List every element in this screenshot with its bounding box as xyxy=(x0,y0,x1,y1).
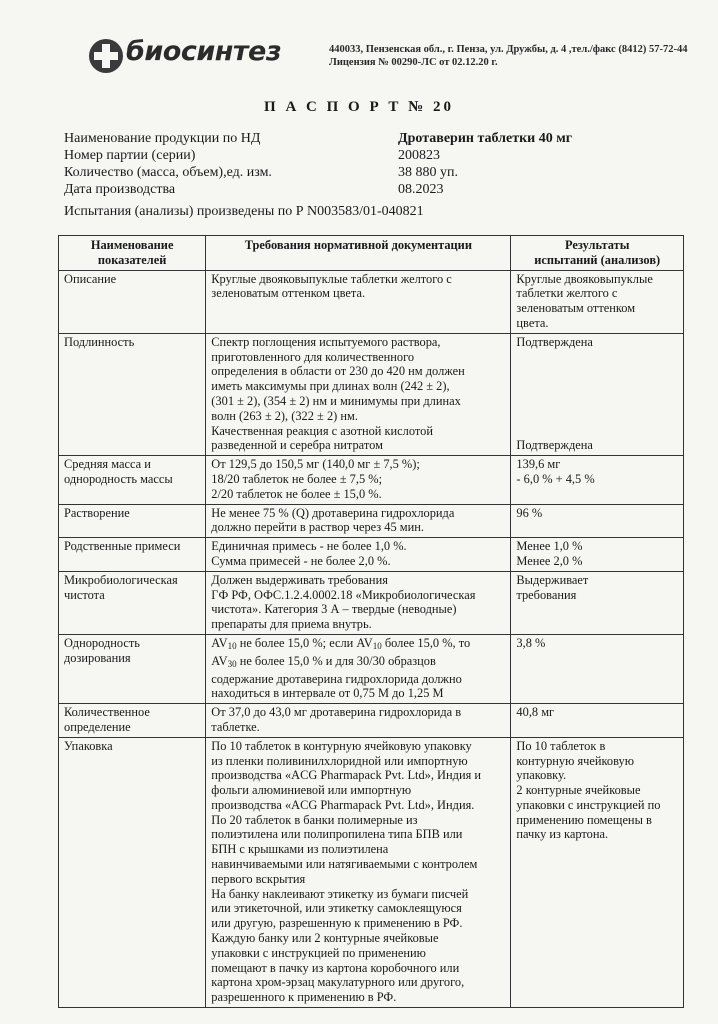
requirement-cell: Единичная примесь - не более 1,0 %. Сумма примесей - не более 2,0 %. xyxy=(206,538,511,572)
batch-value: 200823 xyxy=(398,148,440,163)
cross-logo-icon xyxy=(86,36,126,76)
requirement-cell: По 10 таблеток в контурную ячейковую упаковку из пленки поливинилхлоридной или импортную производства «ACG Pharmapack Pvt. Ltd», Индия и фольги алюминиевой или импортную производства «ACG Pharmapack Pvt. Ltd», Индия. По 20 таблеток в банки полимерные из полиэтилена или полипропилена типа БПВ или БПН с крышками из полиэтилена навинчиваемыми или натягиваемыми с контролем первого вскрытия На банку наклеивают этикетку из бумаги писчей или этикеточной, или этикетку самоклеящуюся или другую, разрешенную к применению в РФ. Каждую банку или 2 контурные ячейковые упаковки с инструкцией по применению помещают в пачку из картона коробочного или картона хром-эрзац макулатурного или другого, разрешенного к применению в РФ. xyxy=(206,737,511,1007)
result-cell: 96 % xyxy=(511,504,684,538)
av-subscript: 10 xyxy=(227,640,237,651)
batch-label: Номер партии (серии) xyxy=(64,148,196,163)
result-spectrum: Подтверждена xyxy=(516,334,593,349)
logo-text: биосинтез xyxy=(126,36,282,67)
result-cell: 3,8 % xyxy=(511,634,684,703)
requirement-cell xyxy=(206,634,511,703)
info-row-quantity xyxy=(64,164,704,181)
info-row-product xyxy=(64,130,704,147)
av-symbol: AV xyxy=(211,653,228,668)
result-cell: По 10 таблеток в контурную ячейковую упаковку. 2 контурные ячейковые упаковки с инструкцией по применению помещены в пачку из картона. xyxy=(511,737,684,1007)
tests-reference: Испытания (анализы) произведены по Р N003583/01-040821 xyxy=(64,204,424,219)
indicator-cell: Средняя масса и однородность массы xyxy=(59,456,206,504)
table-row xyxy=(59,333,684,455)
result-cell: Выдерживает требования xyxy=(511,571,684,634)
header-results: Результаты испытаний (анализов) xyxy=(511,236,684,271)
result-cell: 139,6 мг - 6,0 % + 4,5 % xyxy=(511,456,684,504)
dosing-text: не более 15,0 % и для 30/30 образцов xyxy=(236,653,436,668)
table-row xyxy=(59,737,684,1007)
dosing-line-2 xyxy=(211,654,505,672)
info-row-date xyxy=(64,181,704,198)
requirement-cell: Должен выдерживать требования ГФ РФ, ОФС.1.2.4.0002.18 «Микробиологическая чистота». Категория 3 А – твердые (неводные) препараты для приема внутрь. xyxy=(206,571,511,634)
license-line: Лицензия № 00290-ЛС от 02.12.20 г. xyxy=(329,57,498,68)
dosing-text: более 15,0 %, то xyxy=(381,635,471,650)
indicator-cell: Однородность дозирования xyxy=(59,634,206,703)
product-info xyxy=(64,130,704,198)
result-cell: Менее 1,0 % Менее 2,0 % xyxy=(511,538,684,572)
requirement-cell: От 37,0 до 43,0 мг дротаверина гидрохлорида в таблетке. xyxy=(206,704,511,738)
dosing-text: не более 15,0 %; если AV xyxy=(236,635,373,650)
requirement-cell: Круглые двояковыпуклые таблетки желтого с зеленоватым оттенком цвета. xyxy=(206,270,511,333)
table-row xyxy=(59,634,684,703)
table-row xyxy=(59,270,684,333)
result-cell: Круглые двояковыпуклые таблетки желтого с зеленоватым оттенком цвета. xyxy=(511,270,684,333)
results-table xyxy=(58,235,684,1008)
av-symbol: AV xyxy=(211,635,228,650)
indicator-cell: Микробиологическая чистота xyxy=(59,571,206,634)
info-row-batch xyxy=(64,147,704,164)
indicator-cell: Подлинность xyxy=(59,333,206,455)
table-row xyxy=(59,456,684,504)
header-indicator: Наименование показателей xyxy=(59,236,206,271)
requirement-cell: От 129,5 до 150,5 мг (140,0 мг ± 7,5 %); 18/20 таблеток не более ± 7,5 %; 2/20 таблеток не более ± 15,0 %. xyxy=(206,456,511,504)
date-value: 08.2023 xyxy=(398,182,444,197)
header-requirements: Требования нормативной документации xyxy=(206,236,511,271)
indicator-cell: Упаковка xyxy=(59,737,206,1007)
indicator-cell: Растворение xyxy=(59,504,206,538)
result-reaction: Подтверждена xyxy=(516,438,593,453)
quantity-label: Количество (масса, объем),ед. изм. xyxy=(64,165,272,180)
company-logo xyxy=(86,34,336,78)
result-cell: 40,8 мг xyxy=(511,704,684,738)
av-subscript: 30 xyxy=(227,658,237,669)
quantity-value: 38 880 уп. xyxy=(398,165,458,180)
table-header-row xyxy=(59,236,684,271)
company-address xyxy=(329,43,699,69)
indicator-cell: Родственные примеси xyxy=(59,538,206,572)
requirement-cell: Не менее 75 % (Q) дротаверина гидрохлорида должно перейти в раствор через 45 мин. xyxy=(206,504,511,538)
table-row xyxy=(59,704,684,738)
dosing-line-3: содержание дротаверина гидрохлорида должно находиться в интервале от 0,75 М до 1,25 М xyxy=(211,671,462,701)
document-title: П А С П О Р Т № 20 xyxy=(264,99,454,115)
result-cell xyxy=(511,333,684,455)
dosing-line-1 xyxy=(211,636,505,654)
av-subscript: 10 xyxy=(372,640,382,651)
table-row xyxy=(59,571,684,634)
indicator-cell: Описание xyxy=(59,270,206,333)
table-row xyxy=(59,538,684,572)
requirement-cell: Спектр поглощения испытуемого раствора, приготовленного для количественного определения в области от 230 до 420 нм должен иметь максимумы при длинах волн (242 ± 2), (301 ± 2), (354 ± 2) нм и минимумы при длинах волн (263 ± 2), (322 ± 2) нм. Качественная реакция с азотной кислотой разведенной и серебра нитратом xyxy=(206,333,511,455)
product-label: Наименование продукции по НД xyxy=(64,131,261,146)
product-value: Дротаверин таблетки 40 мг xyxy=(398,131,573,146)
address-line: 440033, Пензенская обл., г. Пенза, ул. Дружбы, д. 4 ,тел./факс (8412) 57-72-44 xyxy=(329,44,688,55)
table-row xyxy=(59,504,684,538)
date-label: Дата производства xyxy=(64,182,176,197)
indicator-cell: Количественное определение xyxy=(59,704,206,738)
